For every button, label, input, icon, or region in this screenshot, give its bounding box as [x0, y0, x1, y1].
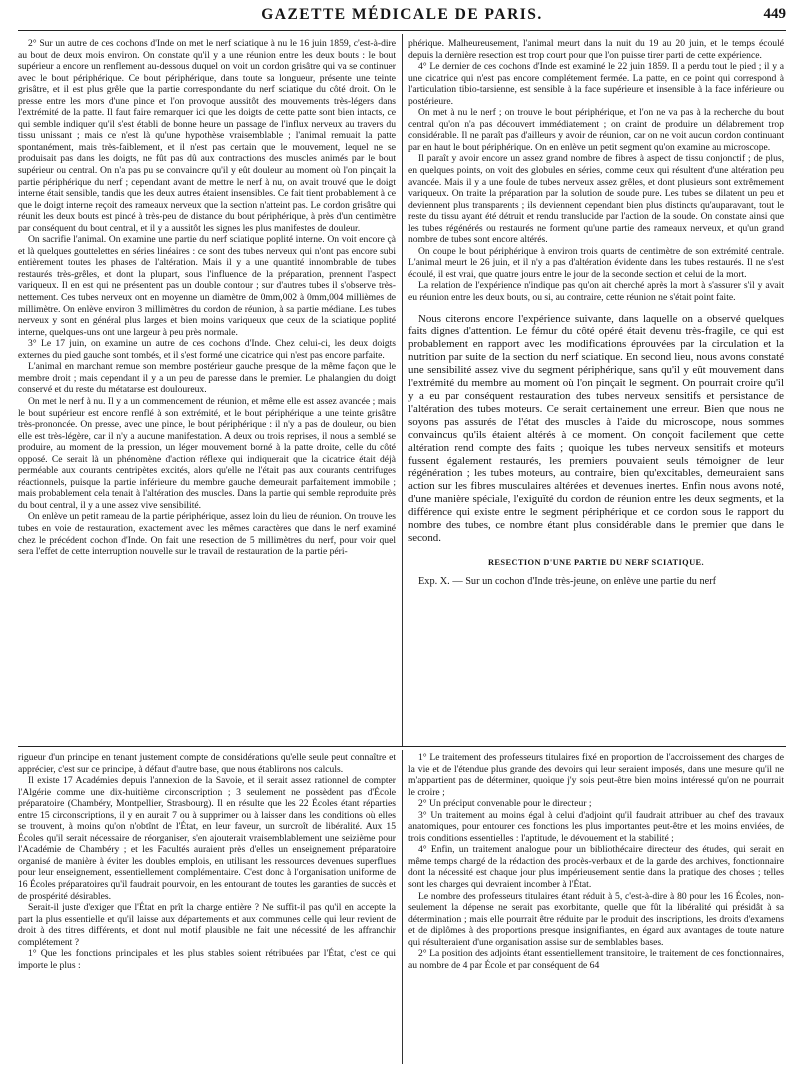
- bottom-right-column: [408, 752, 784, 1064]
- paragraph: 1° Que les fonctions principales et les plus stables soient rétribuées par l'État, c'est ce qui importe le plus :: [18, 948, 396, 971]
- paragraph: Serait-il juste d'exiger que l'État en prît la charge entière ? Ne suffit-il pas qu'il en accepte la part la plus essentielle et qu'il laisse aux départements et aux communes celle qui leur revient de droit à des titres différents, et dont nul motif plausible ne fait une nécessité de les affranchir complétement ?: [18, 902, 396, 948]
- paragraph: On met le nerf à nu. Il y a un commencement de réunion, et même elle est assez avancée ; mais le bout supérieur est encore renflé à son extrémité, et le bout périphérique a une teinte grisâtre très-prononcée. On presse, avec une pince, le bout périphérique : il n'y a pas de douleur, ou bien elle est très-légère, car il n'y a aucune manifestation. A deux ou trois reprises, il nous a semblé se produire, au moment de la pression, un léger mouvement borné à la patte droite, celle du côté opposé. Ce serait là un phénomène d'action réflexe qui indiquerait que la cicatrice était déjà perméable aux courants centripètes excités, alors qu'elle ne l'était pas aux courants centrifuges réactionnels, puisque la partie inférieure du membre gauche demeurait parfaitement immobile ; mais probablement cela tenait à l'altération des muscles. Dans la partie qui semble reproduite près du bout central, il y a une assez vive sensibilité.: [18, 395, 396, 511]
- paragraph: 3° Le 17 juin, on examine un autre de ces cochons d'Inde. Chez celui-ci, les deux doigts externes du pied gauche sont tombés, et il s'est formé une cicatrice qui n'est pas encore parfaite.: [18, 338, 396, 361]
- paragraph: 2° Sur un autre de ces cochons d'Inde on met le nerf sciatique à nu le 16 juin 1859, c'est-à-dire au bout de deux mois environ. On constate qu'il y a une réunion entre les deux bouts : le bout supérieur a encore un renflement au-dessous duquel on voit un cordon grisâtre qui va se continuer avec le bout périphérique. Ce bout périphérique, dans toute sa longueur, présente une teinte grisâtre, et il est plus grêle que la partie correspondante du nerf sciatique du côté droit. On le presse entre les mors d'une pince et l'on provoque aussitôt des mouvements très-légers dans l'extrémité de la patte. Il faut faire remarquer ici que les doigts de cette patte sont bien intacts, ce qui semble indiquer qu'il s'est établi de bonne heure un passage de l'influx nerveux au travers du tissu unissant ; mais ce n'est là qu'une hypothèse vraisemblable ; l'animal remuait la patte spontanément, mais très-faiblement, et il n'est pas certain que le mouvement, lequel ne se produisait pas dans les doigts, ne fût pas dû aux contractions des muscles animés par le bout supérieur ou central. On n'a pas pu se convaincre qu'il y eût douleur au moment où l'on pinçait la partie périphérique du nerf ; cependant avant de mettre le nerf à nu, on avait trouvé que le doigt interne était sensible, tandis que les deux autres étaient insensibles. Ce fait tient probablement à ce que le doigt interne reçoit des rameaux nerveux que la section n'atteint pas. Le cordon grisâtre qui réunit les deux bouts est pincé à très-peu de distance du bout périphérique, à près d'un centimètre par conséquent du bout central, et il y a aussitôt les signes les plus manifestes de douleur.: [18, 38, 396, 234]
- top-right-column: [408, 38, 784, 744]
- paragraph: On coupe le bout périphérique à environ trois quarts de centimètre de son extrémité centrale. L'animal meurt le 26 juin, et il n'y a pas d'altération évidente dans les tubes restaurés. Il ne s'est écoulé, il est vrai, que quatre jours entre le jour de la seconde section et celui de la mort.: [408, 245, 784, 280]
- experiment-line: Exp. X. — Sur un cochon d'Inde très-jeune, on enlève une partie du nerf: [418, 576, 717, 588]
- paragraph: On sacrifie l'animal. On examine une partie du nerf sciatique poplité interne. On voit encore çà et là quelques gouttelettes en séries linéaires : ce sont des tubes nerveux qui n'ont pas encore subi entièrement toutes les phases de l'altération. Mais il y a une quantité innombrable de tubes restaurés très-grêles, et dont la plupart, sous l'influence de la préparation, prennent l'aspect variqueux. Il en est qui ne présentent pas un double contour ; sur d'autres tubes il s'observe très-nettement. Ces tubes nerveux ont en moyenne un diamètre de 0mm,002 à 0mm,004 millièmes de millimètre. On enlève environ 3 millimètres du cordon de réunion, à sa partie médiane. Les tubes nerveux y sont en général plus larges et bien moins variqueux que ceux de la sciatique poplité interne, quelques-uns ont une largeur à peu près normale.: [18, 234, 396, 338]
- paragraph: 4° Enfin, un traitement analogue pour un bibliothécaire directeur des études, qui serait en même temps chargé de la rédaction des procès-verbaux et de la garde des archives, fonctionnaire dont la nécessité est chaque jour plus impérieusement sentie dans la pratique des choses ; telles sont les charges qui devraient incomber à l'État.: [408, 844, 784, 891]
- paragraph: rigueur d'un principe en tenant justement compte de considérations qu'elle seule peut connaître et apprécier, c'est sur ce principe, à défaut d'autre base, que nous établirons nos calculs.: [18, 752, 396, 775]
- commentary-paragraph: Nous citerons encore l'expérience suivante, dans laquelle on a observé quelques faits dignes d'attention. Le fémur du côté opéré était devenu très-fragile, ce qui est probablement en rapport avec les modifications éprouvées par la circulation et la nutrition par suite de la section du nerf sciatique. En second lieu, nous avons constaté une sensibilité assez vive du segment périphérique, sans qu'il y eût mouvement dans l'extrémité du membre au moment où l'on pinçait le segment. On pourrait croire qu'il y a eu par conséquent restauration des tubes nerveux sensitifs et persistance de l'altération des tubes moteurs. Ce serait certainement une erreur. Bien que nous ne soyons pas assurés de l'état des muscles à l'aide du microscope, nous sommes convaincus qu'ils étaient altérés à ce moment. On conçoit facilement que cette altération rend compte des faits ; quoique les tubes nerveux sensitifs et moteurs fussent également restaurés, les premiers pouvaient seuls témoigner de leur régénération ; les tubes moteurs, au contraire, bien qu'excitables, demeuraient sans action sur les fibres musculaires altérées et devenues inertes. Enfin nous avons noté, d'une manière spéciale, l'exiguïté du cordon de réunion entre les deux segments, et la différence qui existe entre le segment périphérique et ce cordon sous le rapport du nombre des tubes, ce nombre étant plus considérable dans le premier que dans le second.: [408, 312, 784, 544]
- paragraph: Il existe 17 Académies depuis l'annexion de la Savoie, et il serait assez rationnel de compter l'Algérie comme une dix-huitième circonscription ; 3 seulement ne possèdent pas d'École préparatoire (Chambéry, Montpellier, Strasbourg). Il en résulte que les 22 Écoles étant réparties entre 15 circonscriptions, il y en aurait 7 ou à supprimer ou à laisser dans les conditions où elles se trouvent, à moins qu'on n'obtînt de l'État, en leur faveur, un surcroît de libéralité. Aux 15 Écoles qu'il serait nécessaire de réorganiser, s'en ajouterait vraisemblablement une seizième pour l'Académie de Chambéry ; et les Facultés auraient près d'elles un enseignement préparatoire organisé de manière à éviter les doubles emplois, en utilisant les ressources devenues superflues pour leur enseignement, essentiellement complémentaire. C'est donc à l'organisation uniforme de 16 Écoles préparatoires qu'il faudrait pourvoir, en les entourant de toutes les garanties de succès et de prospérité désirables.: [18, 775, 396, 902]
- column-divider: [402, 750, 403, 1064]
- paragraph: 4° Le dernier de ces cochons d'Inde est examiné le 22 juin 1859. Il a perdu tout le pied ; il y a une cicatrice qui n'est pas encore complétement fermée. La patte, en ce point qui correspond à l'articulation tibio-tarsienne, est sensible à la face supérieure et insensible à la face inférieure ou postérieure.: [408, 61, 784, 107]
- header-rule: [18, 30, 786, 31]
- paragraph: On met à nu le nerf ; on trouve le bout périphérique, et l'on ne va pas à la recherche du bout central qu'on n'a pas découvert immédiatement ; on craint de produire un délabrement trop considérable. Il ne paraît pas d'ailleurs y avoir de réunion, car on ne voit aucun cordon continuant par en haut le bout périphérique. On en enlève un petit segment qu'on examine au microscope.: [408, 107, 784, 153]
- paragraph: 2° La position des adjoints étant essentiellement transitoire, le traitement de ces fonctionnaires, au nombre de 4 par École et par conséquent de 64: [408, 948, 784, 971]
- paragraph: On enlève un petit rameau de la partie périphérique, assez loin du lieu de réunion. On trouve les tubes en voie de restauration, exactement avec les mêmes caractères que dans le nerf examiné chez le précédent cochon d'Inde. On fait une resection de 5 millimètres du nerf, pour voir quel sera l'effet de cette interruption nouvelle sur le travail de restauration de la partie péri-: [18, 511, 396, 558]
- page-header: [18, 4, 786, 30]
- paragraph: Le nombre des professeurs titulaires étant réduit à 5, c'est-à-dire à 80 pour les 16 Écoles, non-seulement la dépense ne serait pas exorbitante, quelle que fût la libéralité qui présidât à sa détermination ; mais elle pourrait être réduite par le produit des inscriptions, les droits d'examens et de diplômes à des proportions presque insignifiantes, en égard aux avantages de toute nature qui résulteraient d'une organisation assise sur de semblables bases.: [408, 890, 784, 948]
- section-heading: RESECTION D'UNE PARTIE DU NERF SCIATIQUE.: [487, 557, 705, 567]
- paragraph: L'animal en marchant remue son membre postérieur gauche presque de la même façon que le membre droit ; mais cependant il y a un peu de paresse dans le premier. Le phalangien du doigt conservé et du reste du métatarse est douloureux.: [18, 361, 396, 396]
- paragraph: 1° Le traitement des professeurs titulaires fixé en proportion de l'accroissement des charges de la vie et de l'étendue plus grande des devoirs qui leur seraient imposés, dans une mesure qu'il ne m'appartient pas de déterminer, quoique j'y sois peut-être bien moins intéressé qu'on ne pourrait le croire ;: [408, 752, 784, 798]
- bottom-left-column: [18, 752, 396, 1064]
- paragraph: phérique. Malheureusement, l'animal meurt dans la nuit du 19 au 20 juin, et le temps écoulé depuis la dernière resection est trop court pour que l'on puisse tirer parti de cette expérience.: [408, 38, 784, 61]
- paragraph: 3° Un traitement au moins égal à celui d'adjoint qu'il faudrait attribuer au chef des travaux anatomiques, pour entourer ces fonctions les plus importantes peut-être et les moins enviées, de trois conditions essentielles : l'aptitude, le dévouement et la stabilité ;: [408, 809, 784, 844]
- paragraph: Il paraît y avoir encore un assez grand nombre de fibres à aspect de tissu conjonctif ; de plus, en quelques points, on voit des globules en séries, comme ceux qui résultent d'une altération peu avancée. Mais il y a une foule de tubes nerveux assez grêles, et dont plusieurs sont extrêmement variqueux. On traite la préparation par la solution de soude pure. Les tubes se dilatent un peu et deviennent plus transparents ; ils deviennent cependant bien plus distincts qu'auparavant, tout le reste du tissu ayant été détruit et rendu translucide par l'action de la soude. On constate ainsi que les tubes régénérés ou restaurés ne forment qu'une partie des rameaux nerveux, et qu'un grand nombre de tubes sont encore altérés.: [408, 153, 784, 246]
- feuilleton-rule: [18, 746, 786, 747]
- page-number: 449: [763, 6, 786, 22]
- paragraph: 2° Un préciput convenable pour le directeur ;: [418, 798, 592, 810]
- journal-title: GAZETTE MÉDICALE DE PARIS.: [261, 6, 543, 23]
- top-left-column: [18, 38, 396, 744]
- column-divider: [402, 34, 403, 746]
- paragraph: La relation de l'expérience n'indique pas qu'on ait cherché après la mort à s'assurer s'il y avait eu réunion entre les deux bouts, ou si, au contraire, cette réunion ne s'était point faite.: [408, 280, 784, 304]
